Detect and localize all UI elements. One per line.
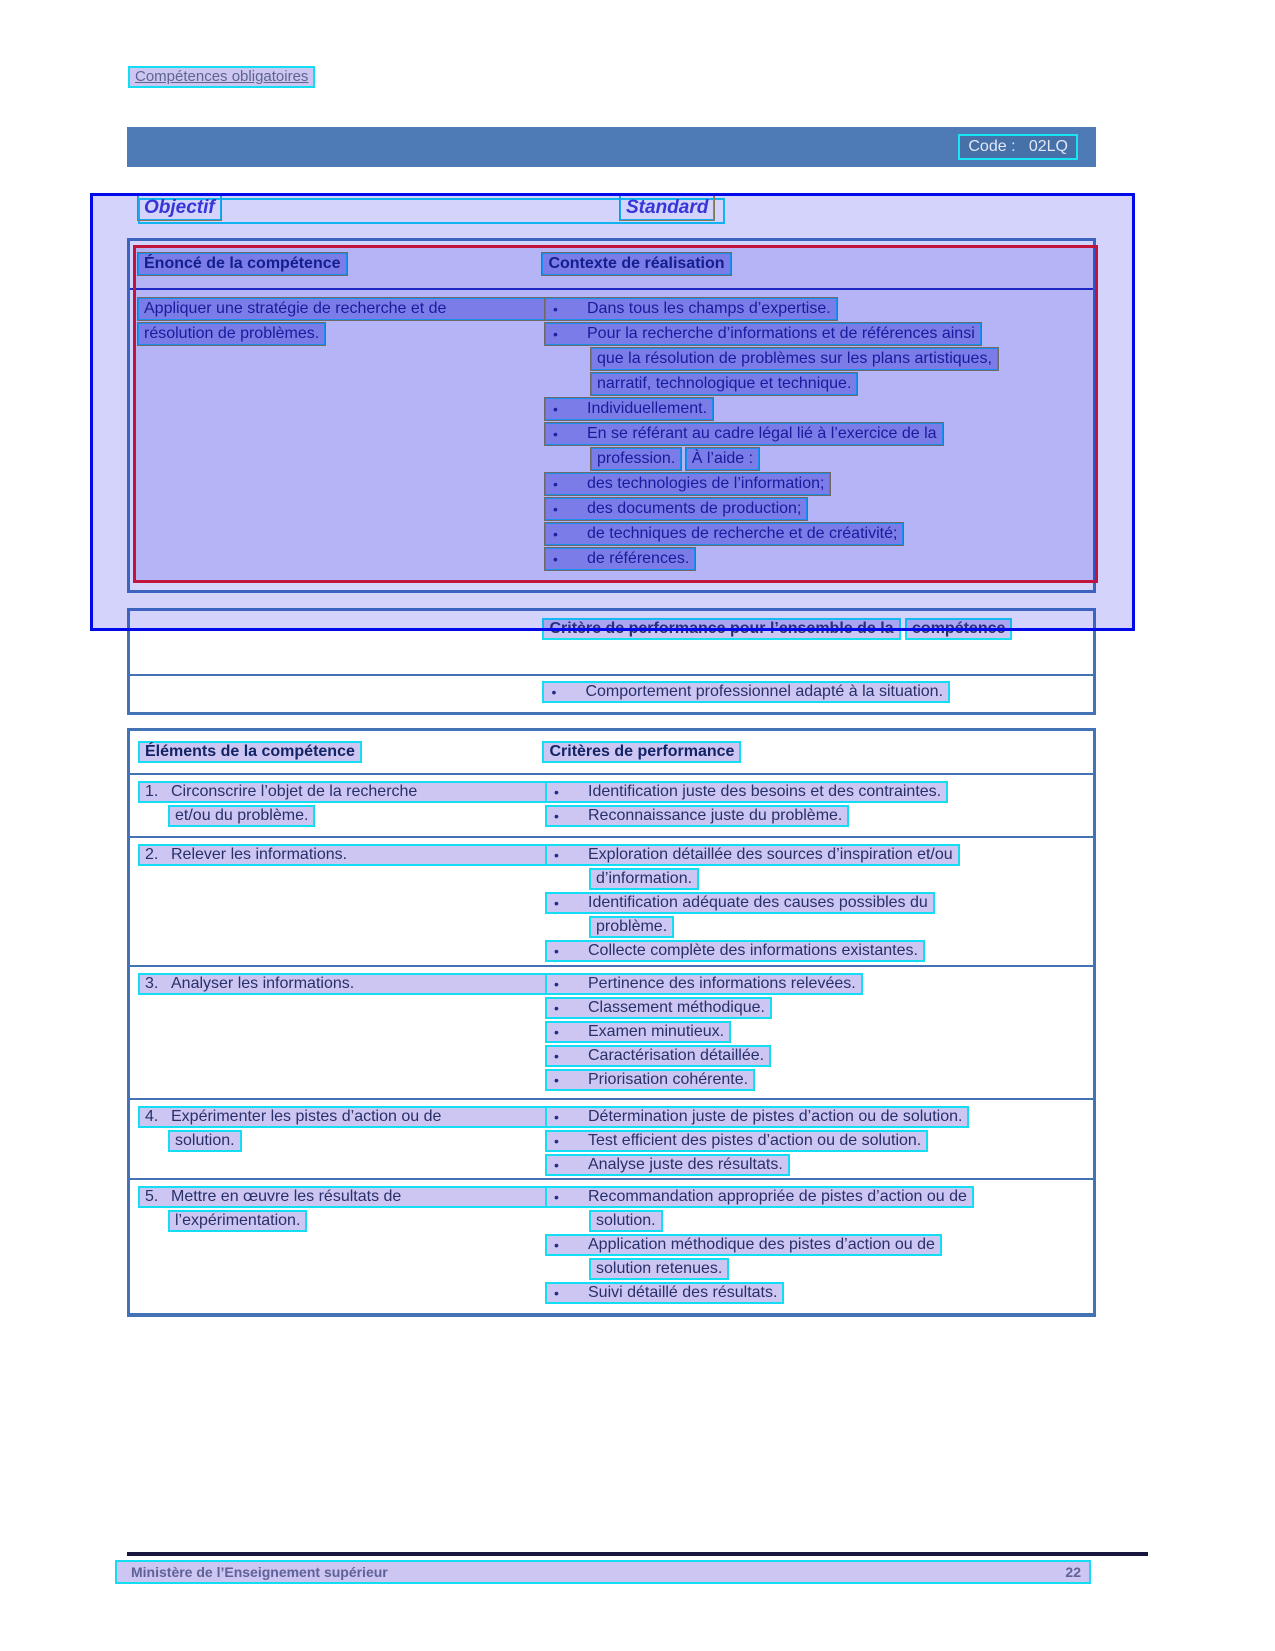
context-text: de techniques de recherche et de créativité; (587, 525, 898, 542)
criterion-line (545, 973, 863, 995)
bullet-icon: • (554, 1048, 559, 1064)
element-number: 1. (145, 783, 159, 800)
element-row-3 (130, 967, 1093, 1098)
elements-table-header (130, 731, 1093, 773)
element-text: Circonscrire l’objet de la recherche (171, 783, 418, 800)
element-row-2 (130, 838, 1093, 965)
criterion-line (545, 940, 925, 962)
statement-line: Appliquer une stratégie de recherche et de (138, 298, 546, 320)
bullet-icon: • (554, 1109, 559, 1125)
context-text: de références. (587, 550, 690, 567)
criterion-line (545, 1186, 974, 1208)
context-item (545, 298, 837, 320)
contexte-cell (543, 298, 1093, 573)
element-line (138, 973, 552, 995)
bullet-icon: • (553, 551, 558, 567)
criterion-text: Recommandation appropriée de pistes d’action ou de (588, 1188, 967, 1205)
context-item-continuation: narratif, technologique et technique. (591, 373, 857, 395)
element-text: Expérimenter les pistes d’action ou de (171, 1108, 442, 1125)
criterion-line (545, 1234, 942, 1256)
statement-line: résolution de problèmes. (138, 323, 325, 345)
bullet-icon: • (554, 1000, 559, 1016)
elements-table (127, 728, 1096, 1317)
bullet-icon: • (554, 1285, 559, 1301)
element-number: 5. (145, 1188, 159, 1205)
bullet-icon: • (551, 684, 557, 700)
competence-table (127, 238, 1096, 593)
bullet-icon: • (553, 301, 558, 317)
bullet-icon: • (554, 943, 559, 959)
context-item-continuation: que la résolution de problèmes sur les plans artistiques, (591, 348, 998, 370)
criterion-line (545, 997, 772, 1019)
criterion-text: Classement méthodique. (588, 999, 765, 1016)
context-item (545, 398, 713, 420)
footer-page-number: 22 (1065, 1564, 1081, 1580)
context-text: Pour la recherche d’informations et de références ainsi (587, 325, 975, 342)
context-text: des documents de production; (587, 500, 802, 517)
page-footer (115, 1560, 1091, 1584)
standard-heading: Standard (620, 197, 714, 219)
element-number: 2. (145, 846, 159, 863)
performance-header-line: compétence (905, 618, 1012, 640)
criterion-continuation: problème. (589, 916, 674, 938)
enonce-cell (130, 298, 543, 573)
performance-header-line: Critère de performance pour l’ensemble de la (542, 618, 900, 640)
element-line: et/ou du problème. (168, 805, 315, 827)
context-text: Individuellement. (587, 400, 708, 417)
context-item (545, 523, 903, 545)
criterion-line (545, 805, 849, 827)
element-text: Mettre en œuvre les résultats de (171, 1188, 402, 1205)
top-label (128, 66, 315, 88)
bullet-icon: • (553, 476, 558, 492)
criterion-line (545, 1154, 790, 1176)
objectif-standard-row (138, 197, 1038, 225)
bullet-icon: • (553, 501, 558, 517)
criterion-line (545, 1106, 969, 1128)
bullet-icon: • (554, 808, 559, 824)
bullet-icon: • (554, 784, 559, 800)
performance-criterion-item (542, 681, 950, 703)
element-row-5 (130, 1180, 1093, 1318)
element-text: Relever les informations. (171, 846, 348, 863)
bullet-icon: • (553, 326, 558, 342)
criterion-text: Caractérisation détaillée. (588, 1047, 765, 1064)
bullet-icon: • (554, 895, 559, 911)
criterion-line (545, 781, 948, 803)
element-number: 4. (145, 1108, 159, 1125)
criterion-line (545, 1045, 771, 1067)
context-item (545, 473, 830, 495)
bullet-icon: • (554, 976, 559, 992)
element-text: Analyser les informations. (171, 975, 355, 992)
context-text: des technologies de l’information; (587, 475, 825, 492)
criterion-line (545, 1069, 755, 1091)
objectif-heading: Objectif (138, 197, 221, 219)
col-header-contexte: Contexte de réalisation (542, 253, 730, 275)
col-header-criteres: Critères de performance (542, 741, 741, 763)
criterion-line (545, 1021, 731, 1043)
criterion-line (545, 844, 960, 866)
criterion-text: Comportement professionnel adapté à la situation. (585, 683, 944, 700)
criterion-text: Identification adéquate des causes possibles du (588, 894, 928, 911)
element-row-1 (130, 775, 1093, 836)
performance-header-cell (540, 618, 1093, 674)
footer-rule (127, 1552, 1148, 1556)
bullet-icon: • (554, 1072, 559, 1088)
col-header-enonce: Énoncé de la compétence (138, 253, 347, 275)
context-item-continuation: profession. (591, 448, 681, 470)
context-text: Dans tous les champs d’expertise. (587, 300, 831, 317)
element-line (138, 1106, 552, 1128)
element-line (138, 781, 552, 803)
bullet-icon: • (553, 401, 558, 417)
criterion-continuation: solution. (589, 1210, 663, 1232)
code-badge: Code : 02LQ (958, 134, 1078, 160)
context-item (545, 423, 943, 445)
element-line (138, 844, 552, 866)
criterion-text: Analyse juste des résultats. (588, 1156, 783, 1173)
bullet-icon: • (553, 426, 558, 442)
criterion-text: Identification juste des besoins et des contraintes. (588, 783, 942, 800)
criterion-text: Collecte complète des informations existantes. (588, 942, 918, 959)
bullet-icon: • (554, 1133, 559, 1149)
performance-header-table (127, 608, 1096, 715)
context-item (545, 548, 695, 570)
element-line: l’expérimentation. (168, 1210, 307, 1232)
criterion-continuation: solution retenues. (589, 1258, 729, 1280)
criterion-text: Détermination juste de pistes d’action ou de solution. (588, 1108, 963, 1125)
criterion-text: Examen minutieux. (588, 1023, 725, 1040)
bullet-icon: • (554, 1157, 559, 1173)
criterion-line (545, 1282, 784, 1304)
criterion-text: Exploration détaillée des sources d’inspiration et/ou (588, 846, 953, 863)
element-row-4 (130, 1100, 1093, 1178)
criterion-text: Priorisation cohérente. (588, 1071, 749, 1088)
context-intro: À l’aide : (686, 448, 759, 470)
criterion-line (545, 892, 935, 914)
criterion-text: Test efficient des pistes d’action ou de solution. (588, 1132, 922, 1149)
criterion-line (545, 1130, 928, 1152)
bullet-icon: • (554, 847, 559, 863)
bullet-icon: • (554, 1024, 559, 1040)
criterion-text: Application méthodique des pistes d’action ou de (588, 1236, 935, 1253)
context-item (545, 498, 807, 520)
element-number: 3. (145, 975, 159, 992)
bullet-icon: • (554, 1189, 559, 1205)
competence-table-header (130, 241, 1093, 288)
criterion-text: Reconnaissance juste du problème. (588, 807, 843, 824)
col-header-elements: Éléments de la compétence (138, 741, 362, 763)
element-line (138, 1186, 552, 1208)
criterion-text: Suivi détaillé des résultats. (588, 1284, 778, 1301)
bullet-icon: • (553, 526, 558, 542)
element-line: solution. (168, 1130, 242, 1152)
context-item (545, 323, 981, 345)
footer-ministry: Ministère de l’Enseignement supérieur (131, 1564, 388, 1580)
header-bar (127, 127, 1096, 167)
bullet-icon: • (554, 1237, 559, 1253)
criterion-continuation: d’information. (589, 868, 699, 890)
context-text: En se référant au cadre légal lié à l’exercice de la (587, 425, 937, 442)
criterion-text: Pertinence des informations relevées. (588, 975, 856, 992)
top-label-text: Compétences obligatoires (128, 66, 315, 88)
